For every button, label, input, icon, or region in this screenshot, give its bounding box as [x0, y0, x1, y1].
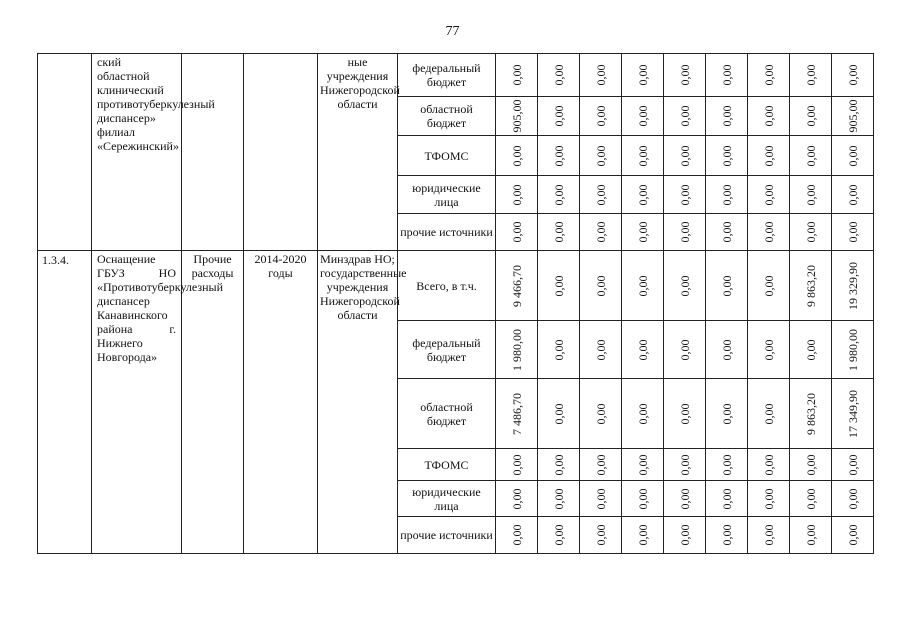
amount-cell: [496, 517, 538, 554]
amount-value: 0,00: [509, 184, 524, 205]
amount-cell: [706, 176, 748, 214]
item-name: ский областной клинический противотуберкулезный диспансер» филиал «Сережинский»: [92, 54, 182, 251]
amount-value: 0,00: [551, 524, 566, 546]
amount-cell: [832, 136, 874, 176]
amount-cell: [622, 214, 664, 251]
amount-value: 0,00: [593, 454, 608, 475]
amount-value: 0,00: [551, 105, 566, 127]
amount-value: 19 329,90: [845, 261, 860, 310]
amount-cell: [622, 517, 664, 554]
amount-cell: [832, 379, 874, 449]
amount-cell: [790, 517, 832, 554]
amount-value: 0,00: [593, 145, 608, 166]
funding-source: юридические лица: [398, 481, 496, 517]
amount-value: 0,00: [803, 145, 818, 166]
amount-cell: [832, 251, 874, 321]
amount-cell: [538, 379, 580, 449]
amount-cell: [832, 481, 874, 517]
amount-value: 0,00: [803, 64, 818, 86]
amount-value: 17 349,90: [845, 389, 860, 438]
funding-source: федеральный бюджет: [398, 321, 496, 379]
funding-source: прочие источники: [398, 214, 496, 251]
amount-cell: [664, 54, 706, 97]
amount-cell: [790, 136, 832, 176]
amount-cell: [664, 321, 706, 379]
amount-cell: [748, 517, 790, 554]
amount-value: 0,00: [593, 339, 608, 360]
amount-cell: [664, 214, 706, 251]
amount-value: 905,00: [845, 99, 860, 133]
amount-value: 0,00: [761, 488, 776, 509]
amount-value: 0,00: [593, 524, 608, 546]
amount-cell: [748, 136, 790, 176]
table-row: [38, 54, 874, 97]
amount-cell: [496, 449, 538, 481]
amount-value: 0,00: [593, 105, 608, 127]
amount-value: 9 863,20: [803, 392, 818, 435]
amount-value: 0,00: [761, 403, 776, 424]
amount-value: 0,00: [719, 105, 734, 127]
amount-value: 7 486,70: [509, 392, 524, 435]
amount-value: 0,00: [845, 145, 860, 166]
amount-value: 0,00: [677, 454, 692, 475]
amount-value: 0,00: [761, 339, 776, 360]
amount-cell: [748, 251, 790, 321]
amount-cell: [496, 251, 538, 321]
item-name: Оснащение ГБУЗ НО «Противотуберкулезный диспансер Канавинского района г. Нижнего Новгорода»: [92, 251, 182, 554]
funding-source: ТФОМС: [398, 449, 496, 481]
amount-cell: [580, 517, 622, 554]
amount-value: 0,00: [551, 339, 566, 360]
funding-source: федеральный бюджет: [398, 54, 496, 97]
amount-value: 0,00: [635, 184, 650, 205]
funding-source: ТФОМС: [398, 136, 496, 176]
amount-value: 0,00: [677, 105, 692, 127]
amount-cell: [538, 214, 580, 251]
amount-cell: [580, 136, 622, 176]
amount-cell: [664, 481, 706, 517]
amount-cell: [622, 136, 664, 176]
amount-value: 0,00: [551, 488, 566, 509]
amount-value: 0,00: [803, 184, 818, 205]
amount-cell: [664, 97, 706, 136]
amount-value: 0,00: [803, 339, 818, 360]
amount-cell: [538, 176, 580, 214]
amount-cell: [622, 379, 664, 449]
amount-value: 0,00: [719, 221, 734, 243]
amount-value: 0,00: [803, 454, 818, 475]
amount-value: 0,00: [509, 454, 524, 475]
amount-value: 0,00: [677, 524, 692, 546]
amount-cell: [832, 517, 874, 554]
amount-cell: [832, 97, 874, 136]
amount-cell: [790, 321, 832, 379]
funding-source: прочие источники: [398, 517, 496, 554]
amount-value: 0,00: [593, 488, 608, 509]
amount-cell: [580, 214, 622, 251]
amount-cell: [622, 321, 664, 379]
amount-value: 0,00: [719, 524, 734, 546]
amount-value: 0,00: [551, 275, 566, 296]
period: 2014-2020 годы: [244, 251, 318, 554]
amount-value: 0,00: [761, 454, 776, 475]
amount-value: 0,00: [719, 145, 734, 166]
amount-value: 0,00: [635, 145, 650, 166]
executor: Минздрав НО; государственные учреждения Нижегородской области: [318, 251, 398, 554]
period: [244, 54, 318, 251]
amount-cell: [790, 214, 832, 251]
amount-value: 0,00: [845, 524, 860, 546]
amount-cell: [706, 251, 748, 321]
amount-cell: [664, 176, 706, 214]
amount-value: 0,00: [803, 221, 818, 243]
amount-cell: [706, 214, 748, 251]
amount-value: 0,00: [845, 184, 860, 205]
amount-cell: [790, 481, 832, 517]
amount-value: 0,00: [845, 64, 860, 86]
amount-value: 0,00: [761, 184, 776, 205]
amount-cell: [580, 379, 622, 449]
amount-value: 0,00: [551, 454, 566, 475]
amount-value: 9 466,70: [509, 264, 524, 307]
amount-cell: [790, 176, 832, 214]
amount-cell: [622, 176, 664, 214]
amount-cell: [664, 449, 706, 481]
amount-value: 0,00: [677, 145, 692, 166]
amount-value: 0,00: [761, 221, 776, 243]
amount-cell: [538, 517, 580, 554]
amount-cell: [706, 54, 748, 97]
amount-value: 0,00: [509, 145, 524, 166]
amount-value: 0,00: [845, 488, 860, 509]
amount-cell: [748, 54, 790, 97]
amount-cell: [496, 176, 538, 214]
amount-cell: [706, 379, 748, 449]
amount-value: 0,00: [635, 524, 650, 546]
item-code: [38, 54, 92, 251]
amount-value: 0,00: [719, 64, 734, 86]
amount-value: 0,00: [677, 339, 692, 360]
amount-cell: [832, 176, 874, 214]
amount-cell: [832, 449, 874, 481]
amount-cell: [580, 481, 622, 517]
amount-cell: [538, 136, 580, 176]
amount-value: 0,00: [593, 221, 608, 243]
amount-value: 0,00: [635, 403, 650, 424]
amount-cell: [706, 449, 748, 481]
amount-value: 0,00: [845, 221, 860, 243]
amount-value: 0,00: [761, 275, 776, 296]
item-code: 1.3.4.: [38, 251, 92, 554]
amount-cell: [580, 321, 622, 379]
amount-value: 0,00: [761, 64, 776, 86]
amount-cell: [538, 321, 580, 379]
amount-value: 0,00: [593, 403, 608, 424]
amount-value: 0,00: [635, 64, 650, 86]
amount-cell: [622, 251, 664, 321]
amount-value: 0,00: [635, 488, 650, 509]
amount-cell: [748, 481, 790, 517]
amount-value: 0,00: [719, 275, 734, 296]
amount-cell: [706, 321, 748, 379]
amount-cell: [748, 97, 790, 136]
amount-value: 0,00: [761, 105, 776, 127]
funding-source: областной бюджет: [398, 379, 496, 449]
page-number: 77: [445, 24, 460, 39]
budget-table: [37, 53, 874, 554]
amount-value: 0,00: [509, 64, 524, 86]
amount-cell: [664, 251, 706, 321]
amount-value: 0,00: [551, 184, 566, 205]
amount-cell: [622, 54, 664, 97]
amount-cell: [580, 97, 622, 136]
amount-value: 0,00: [509, 488, 524, 509]
amount-cell: [790, 251, 832, 321]
amount-value: 905,00: [509, 99, 524, 133]
amount-cell: [496, 54, 538, 97]
amount-cell: [580, 176, 622, 214]
amount-value: 0,00: [551, 403, 566, 424]
funding-source: областной бюджет: [398, 97, 496, 136]
amount-cell: [664, 136, 706, 176]
amount-cell: [664, 517, 706, 554]
amount-cell: [832, 54, 874, 97]
amount-value: 0,00: [635, 105, 650, 127]
amount-value: 0,00: [635, 275, 650, 296]
amount-cell: [748, 214, 790, 251]
amount-value: 0,00: [677, 184, 692, 205]
amount-cell: [832, 321, 874, 379]
amount-value: 0,00: [551, 145, 566, 166]
amount-value: 0,00: [635, 339, 650, 360]
amount-cell: [580, 251, 622, 321]
amount-cell: [748, 379, 790, 449]
table-row: [38, 251, 874, 321]
amount-value: 0,00: [551, 221, 566, 243]
amount-cell: [538, 97, 580, 136]
amount-cell: [790, 54, 832, 97]
amount-value: 1 980,00: [509, 328, 524, 371]
amount-value: 0,00: [803, 105, 818, 127]
amount-cell: [790, 379, 832, 449]
amount-value: 0,00: [677, 488, 692, 509]
amount-cell: [790, 97, 832, 136]
amount-cell: [538, 54, 580, 97]
amount-value: 0,00: [845, 454, 860, 475]
amount-value: 0,00: [509, 221, 524, 243]
amount-value: 0,00: [719, 454, 734, 475]
amount-cell: [706, 136, 748, 176]
amount-value: 0,00: [593, 184, 608, 205]
expense-type: [182, 54, 244, 251]
expense-type: Прочие расходы: [182, 251, 244, 554]
amount-value: 0,00: [677, 64, 692, 86]
amount-cell: [496, 321, 538, 379]
amount-value: 0,00: [761, 145, 776, 166]
amount-value: 0,00: [803, 488, 818, 509]
amount-cell: [538, 481, 580, 517]
amount-value: 0,00: [593, 275, 608, 296]
amount-cell: [790, 449, 832, 481]
amount-value: 9 863,20: [803, 264, 818, 307]
amount-value: 0,00: [719, 488, 734, 509]
amount-value: 0,00: [509, 524, 524, 546]
amount-value: 0,00: [677, 403, 692, 424]
amount-cell: [622, 97, 664, 136]
amount-value: 1 980,00: [845, 328, 860, 371]
amount-value: 0,00: [635, 221, 650, 243]
amount-cell: [496, 214, 538, 251]
amount-cell: [748, 321, 790, 379]
executor: ные учреждения Нижегородской области: [318, 54, 398, 251]
amount-cell: [538, 449, 580, 481]
amount-value: 0,00: [677, 275, 692, 296]
amount-cell: [706, 517, 748, 554]
amount-cell: [496, 481, 538, 517]
amount-value: 0,00: [761, 524, 776, 546]
amount-cell: [706, 481, 748, 517]
amount-value: 0,00: [719, 184, 734, 205]
amount-value: 0,00: [719, 339, 734, 360]
amount-cell: [832, 214, 874, 251]
amount-value: 0,00: [719, 403, 734, 424]
amount-cell: [622, 481, 664, 517]
funding-source: Всего, в т.ч.: [398, 251, 496, 321]
amount-cell: [580, 54, 622, 97]
amount-cell: [622, 449, 664, 481]
amount-value: 0,00: [803, 524, 818, 546]
funding-source: юридические лица: [398, 176, 496, 214]
amount-cell: [664, 379, 706, 449]
amount-value: 0,00: [551, 64, 566, 86]
amount-cell: [496, 136, 538, 176]
amount-value: 0,00: [593, 64, 608, 86]
amount-cell: [496, 97, 538, 136]
amount-cell: [706, 97, 748, 136]
amount-cell: [748, 449, 790, 481]
amount-cell: [538, 251, 580, 321]
amount-value: 0,00: [635, 454, 650, 475]
amount-cell: [496, 379, 538, 449]
amount-value: 0,00: [677, 221, 692, 243]
amount-cell: [748, 176, 790, 214]
amount-cell: [580, 449, 622, 481]
